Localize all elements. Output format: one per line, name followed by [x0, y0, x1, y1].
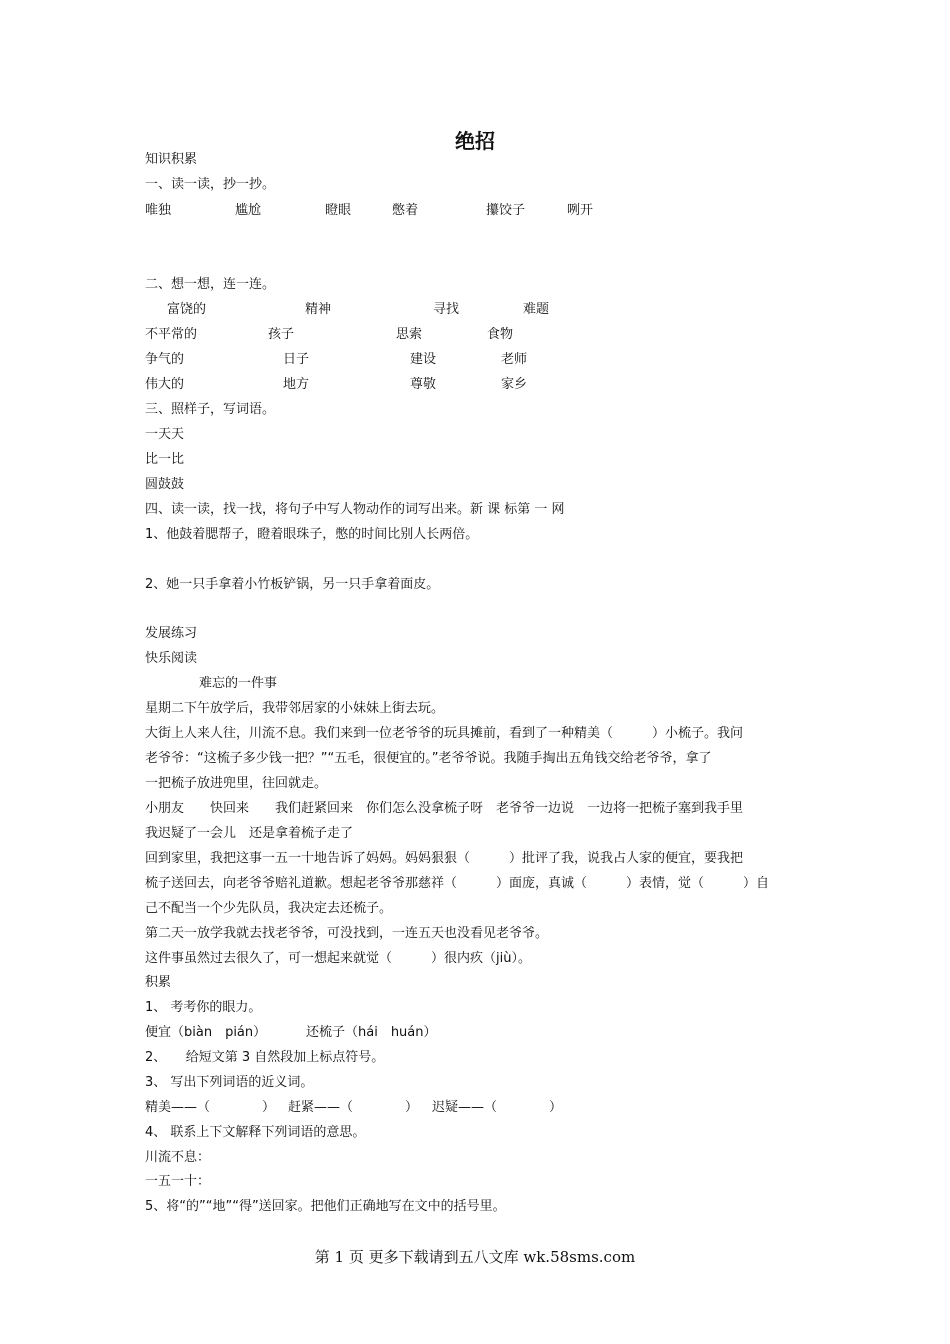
accumulate-question-5: 5、将“的”“地”“得”送回家。把他们正确地写在文中的括号里。 [145, 1199, 506, 1214]
word-item: 咧开 [567, 203, 594, 218]
document-title: 绝招 [455, 129, 495, 153]
story-line: 我迟疑了一会儿 还是拿着梳子走了 [145, 826, 354, 841]
word-item: 尴尬 [235, 203, 262, 218]
match-word: 孩子 [268, 327, 295, 342]
explain-term: 川流不息： [145, 1150, 211, 1165]
match-word: 尊敬 [410, 377, 437, 392]
word-item: 瞪眼 [325, 203, 352, 218]
match-word: 思索 [396, 327, 423, 342]
story-line: 一把梳子放进兜里，往回就走。 [145, 776, 328, 791]
accumulate-question-4: 4、 联系上下文解释下列词语的意思。 [145, 1125, 366, 1140]
story-line: 梳子送回去，向老爷爷赔礼道歉。想起老爷爷那慈祥（ ）面庞，真诚（ ）表情，觉（ ）自 [145, 876, 770, 891]
synonym-blank: 精美——（ ） [145, 1100, 276, 1115]
accumulate-question-3: 3、 写出下列词语的近义词。 [145, 1075, 314, 1090]
pattern-example: 比一比 [145, 452, 185, 467]
match-word: 地方 [283, 377, 310, 392]
explain-term: 一五一十： [145, 1174, 211, 1189]
story-line: 这件事虽然过去很久了，可一想起来就觉（ ）很内疚（jiù）。 [145, 951, 531, 966]
story-line: 大街上人来人往，川流不息。我们来到一位老爷爷的玩具摊前，看到了一种精美（ ）小梳子。我问 [145, 726, 744, 741]
section-heading-knowledge: 知识积累 [145, 152, 198, 167]
match-word: 建设 [410, 352, 437, 367]
match-word: 难题 [523, 302, 550, 317]
synonym-blank: 迟疑——（ ） [432, 1100, 563, 1115]
story-line: 第二天一放学我就去找老爷爷，可没找到，一连五天也没看见老爷爷。 [145, 926, 549, 941]
match-word: 家乡 [501, 377, 528, 392]
accumulate-question-2: 2、 给短文第 3 自然段加上标点符号。 [145, 1050, 385, 1065]
pattern-example: 一天天 [145, 427, 185, 442]
story-line: 回到家里，我把这事一五一十地告诉了妈妈。妈妈狠狠（ ）批评了我，说我占人家的便宜，要我把 [145, 851, 744, 866]
accumulate-question-1: 1、 考考你的眼力。 [145, 1000, 262, 1015]
story-title: 难忘的一件事 [199, 676, 278, 691]
pattern-example: 圆鼓鼓 [145, 477, 185, 492]
story-line: 己不配当一个少先队员，我决定去还梳子。 [145, 901, 393, 916]
section-heading-development: 发展练习 [145, 626, 198, 641]
word-item: 唯独 [145, 203, 172, 218]
question-2-heading: 二、想一想，连一连。 [145, 277, 276, 292]
subsection-heading-reading: 快乐阅读 [145, 651, 198, 666]
synonym-blank: 赶紧——（ ） [288, 1100, 419, 1115]
question-1-heading: 一、读一读，抄一抄。 [145, 177, 276, 192]
story-line: 老爷爷：“这梳子多少钱一把？”“五毛，很便宜的。”老爷爷说。我随手掏出五角钱交给老爷爷，拿了 [145, 751, 712, 766]
match-word: 争气的 [145, 352, 185, 367]
question-4-heading: 四、读一读，找一找，将句子中写人物动作的词写出来。新 课 标第 一 网 [145, 502, 565, 517]
match-word: 伟大的 [145, 377, 185, 392]
story-line: 星期二下午放学后，我带邻居家的小妹妹上街去玩。 [145, 701, 445, 716]
sentence-2: 2、她一只手拿着小竹板铲锅，另一只手拿着面皮。 [145, 577, 440, 592]
pinyin-choice: 便宜（biàn pián） [145, 1025, 267, 1040]
match-word: 寻找 [433, 302, 460, 317]
match-word: 富饶的 [167, 302, 207, 317]
match-word: 食物 [487, 327, 514, 342]
sentence-1: 1、他鼓着腮帮子，瞪着眼珠子，憋的时间比别人长两倍。 [145, 527, 479, 542]
match-word: 日子 [283, 352, 310, 367]
accumulate-heading: 积累 [145, 975, 172, 990]
pinyin-choice: 还梳子（hái huán） [306, 1025, 437, 1040]
question-3-heading: 三、照样子，写词语。 [145, 402, 276, 417]
match-word: 精神 [305, 302, 332, 317]
story-line: 小朋友 快回来 我们赶紧回来 你们怎么没拿梳子呀 老爷爷一边说 一边将一把梳子塞到我手里 [145, 801, 744, 816]
match-word: 老师 [501, 352, 528, 367]
word-item: 憋着 [392, 203, 419, 218]
word-item: 攥饺子 [486, 203, 526, 218]
match-word: 不平常的 [145, 327, 198, 342]
page-footer: 第 1 页 更多下载请到五八文库 wk.58sms.com [314, 1248, 636, 1266]
